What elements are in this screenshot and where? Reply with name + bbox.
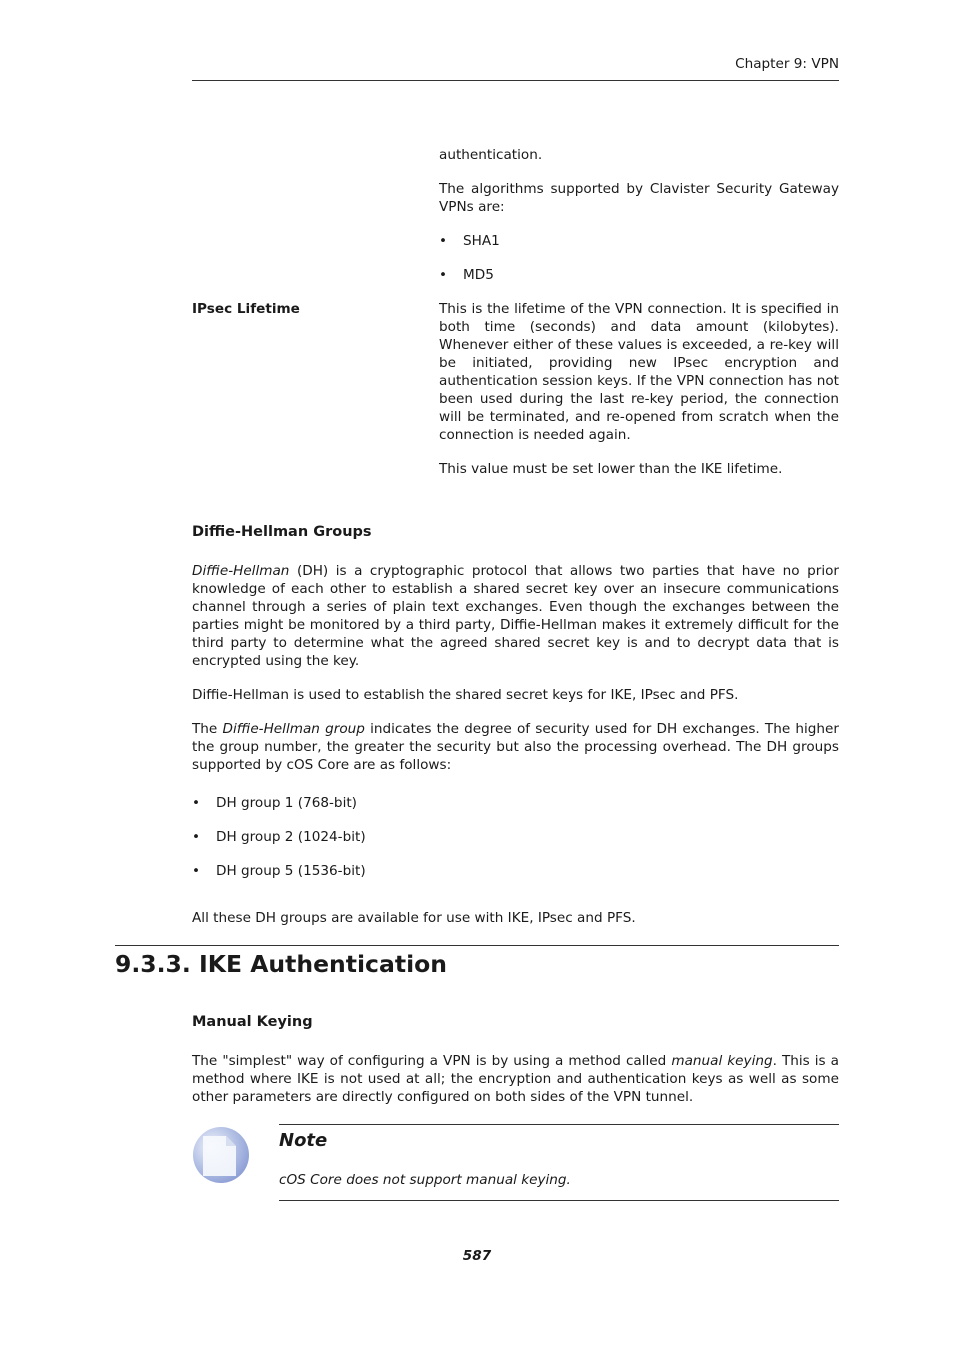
bullet-icon: • xyxy=(192,863,201,879)
note-text: cOS Core does not support manual keying. xyxy=(279,1172,571,1188)
dh-paragraph-3: The Diffie-Hellman group indicates the degree of security used for DH exchanges. The higher the group number, the greater the security but also the processing overhead. The DH groups supported by cOS Core are as follows: xyxy=(192,721,839,773)
ipsec-lifetime-note: This value must be set lower than the IKE lifetime. xyxy=(439,461,783,477)
bullet-icon: • xyxy=(439,233,448,249)
manual-keying-heading: Manual Keying xyxy=(192,1014,313,1030)
note-title: Note xyxy=(279,1130,328,1151)
page-number: 587 xyxy=(462,1248,492,1264)
dh-heading: Diffie-Hellman Groups xyxy=(192,524,372,540)
manual-keying-paragraph: The "simplest" way of configuring a VPN is by using a method called manual keying. This is a method where IKE is not used at all; the encryption and authentication keys as well as some other parameters are directly configured on both sides of the VPN tunnel. xyxy=(192,1053,839,1105)
ipsec-lifetime-description: This is the lifetime of the VPN connection. It is specified in both time (seconds) and data amount (kilobytes). Whenever either of these values is exceeded, a re-key will be initiated, providing new IPsec encryption and authentication session keys. If the VPN connection has not been used during the last re-key period, the connection will be terminated, and re-opened from scratch when the connection is needed again. xyxy=(439,301,839,443)
section-title: 9.3.3. IKE Authentication xyxy=(115,950,447,978)
note-top-rule xyxy=(279,1124,839,1125)
bullet-icon: • xyxy=(439,267,448,283)
dh-paragraph-1: Diffie-Hellman (DH) is a cryptographic protocol that allows two parties that have no prior knowledge of each other to establish a shared secret key over an insecure communications channel through a series of plain text exchanges. Even though the exchanges between the parties might be monitored by a third party, Diffie-Hellman makes it extremely difficult for the third party to determine what the agreed shared secret key is and to decrypt data that is encrypted using the key. xyxy=(192,563,839,669)
section-divider xyxy=(115,945,839,946)
continuation-text: authentication. xyxy=(439,147,543,163)
note-bottom-rule xyxy=(279,1200,839,1201)
dh-paragraph-2: Diffie-Hellman is used to establish the shared secret keys for IKE, IPsec and PFS. xyxy=(192,687,739,703)
bullet-icon: • xyxy=(192,795,201,811)
dh-paragraph-4: All these DH groups are available for use with IKE, IPsec and PFS. xyxy=(192,910,636,926)
running-header: Chapter 9: VPN xyxy=(735,56,839,72)
ipsec-lifetime-term: IPsec Lifetime xyxy=(192,301,300,317)
bullet-icon: • xyxy=(192,829,201,845)
algorithms-intro: The algorithms supported by Clavister Security Gateway VPNs are: xyxy=(439,181,839,215)
header-divider xyxy=(192,80,839,81)
note-icon xyxy=(192,1126,250,1184)
